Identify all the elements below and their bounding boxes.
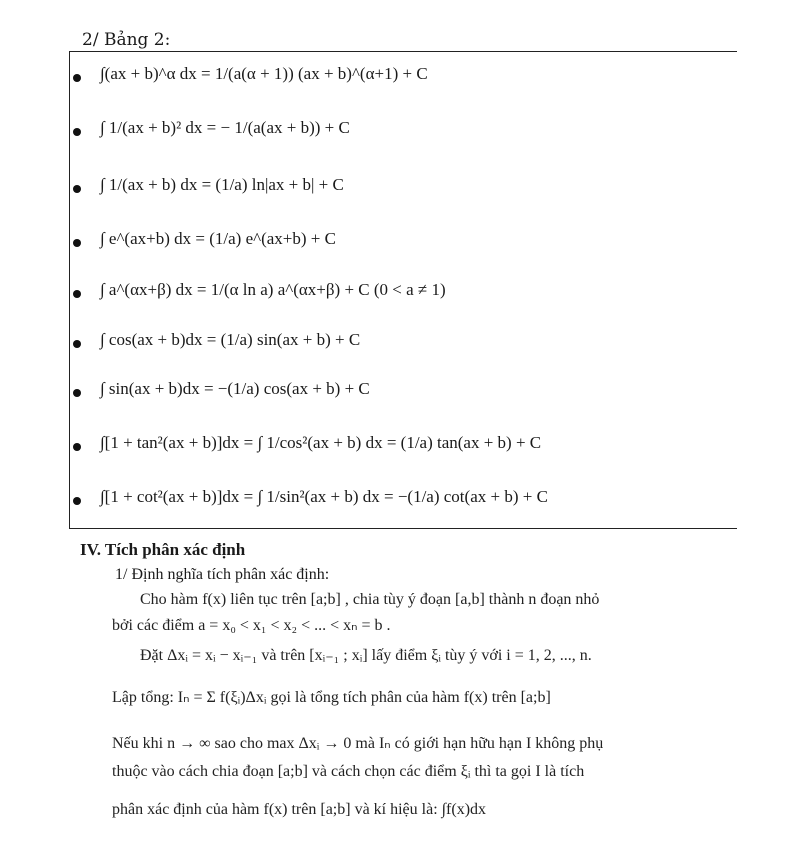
formula-row: ∫ e^(ax+b) dx = (1/a) e^(ax+b) + C — [100, 229, 336, 248]
formula-row: ∫(ax + b)^α dx = 1/(a(α + 1)) (ax + b)^(α+1) + C — [100, 64, 428, 83]
bullet-icon — [73, 128, 81, 136]
formula-row: ∫ sin(ax + b)dx = −(1/a) cos(ax + b) + C — [100, 379, 370, 398]
table-2-heading: 2/ Bảng 2: — [82, 30, 171, 50]
para1-line2: bởi các điểm a = x₀ < x₁ < x₂ < ... < xₙ = b . — [112, 617, 391, 634]
para4-line2: thuộc vào cách chia đoạn [a;b] và cách chọn các điểm ξᵢ thì ta gọi I là tích — [112, 763, 585, 780]
formula-row: ∫[1 + cot²(ax + b)]dx = ∫ 1/sin²(ax + b) dx = −(1/a) cot(ax + b) + C — [100, 487, 548, 506]
para1-line1: Cho hàm f(x) liên tục trên [a;b] , chia tùy ý đoạn [a,b] thành n đoạn nhỏ — [140, 591, 600, 608]
para4-line3: phân xác định của hàm f(x) trên [a;b] và kí hiệu là: ∫f(x)dx — [112, 801, 487, 818]
formula-row: ∫ a^(αx+β) dx = 1/(α ln a) a^(αx+β) + C (0 < a ≠ 1) — [100, 280, 446, 299]
section-iv-title: IV. Tích phân xác định — [80, 540, 246, 559]
para2-line: Đặt Δxᵢ = xᵢ − xᵢ₋₁ và trên [xᵢ₋₁ ; xᵢ] lấy điểm ξᵢ tùy ý với i = 1, 2, ..., n. — [140, 647, 592, 664]
bullet-icon — [73, 340, 81, 348]
definition-subtitle: 1/ Định nghĩa tích phân xác định: — [115, 566, 330, 583]
formula-row: ∫ 1/(ax + b) dx = (1/a) ln|ax + b| + C — [100, 175, 344, 194]
para3-line: Lập tổng: Iₙ = Σ f(ξᵢ)Δxᵢ gọi là tổng tích phân của hàm f(x) trên [a;b] — [112, 689, 551, 706]
bullet-icon — [73, 290, 81, 298]
formula-row: ∫[1 + tan²(ax + b)]dx = ∫ 1/cos²(ax + b) dx = (1/a) tan(ax + b) + C — [100, 433, 542, 452]
bullet-icon — [73, 239, 81, 247]
bullet-icon — [73, 389, 81, 397]
bullet-icon — [73, 185, 81, 193]
para4-line1: Nếu khi n → ∞ sao cho max Δxᵢ → 0 mà Iₙ có giới hạn hữu hạn I không phụ — [112, 735, 604, 752]
bullet-icon — [73, 74, 81, 82]
formula-row: ∫ 1/(ax + b)² dx = − 1/(a(ax + b)) + C — [100, 118, 350, 137]
bullet-icon — [73, 443, 81, 451]
formula-row: ∫ cos(ax + b)dx = (1/a) sin(ax + b) + C — [100, 330, 361, 349]
bullet-icon — [73, 497, 81, 505]
